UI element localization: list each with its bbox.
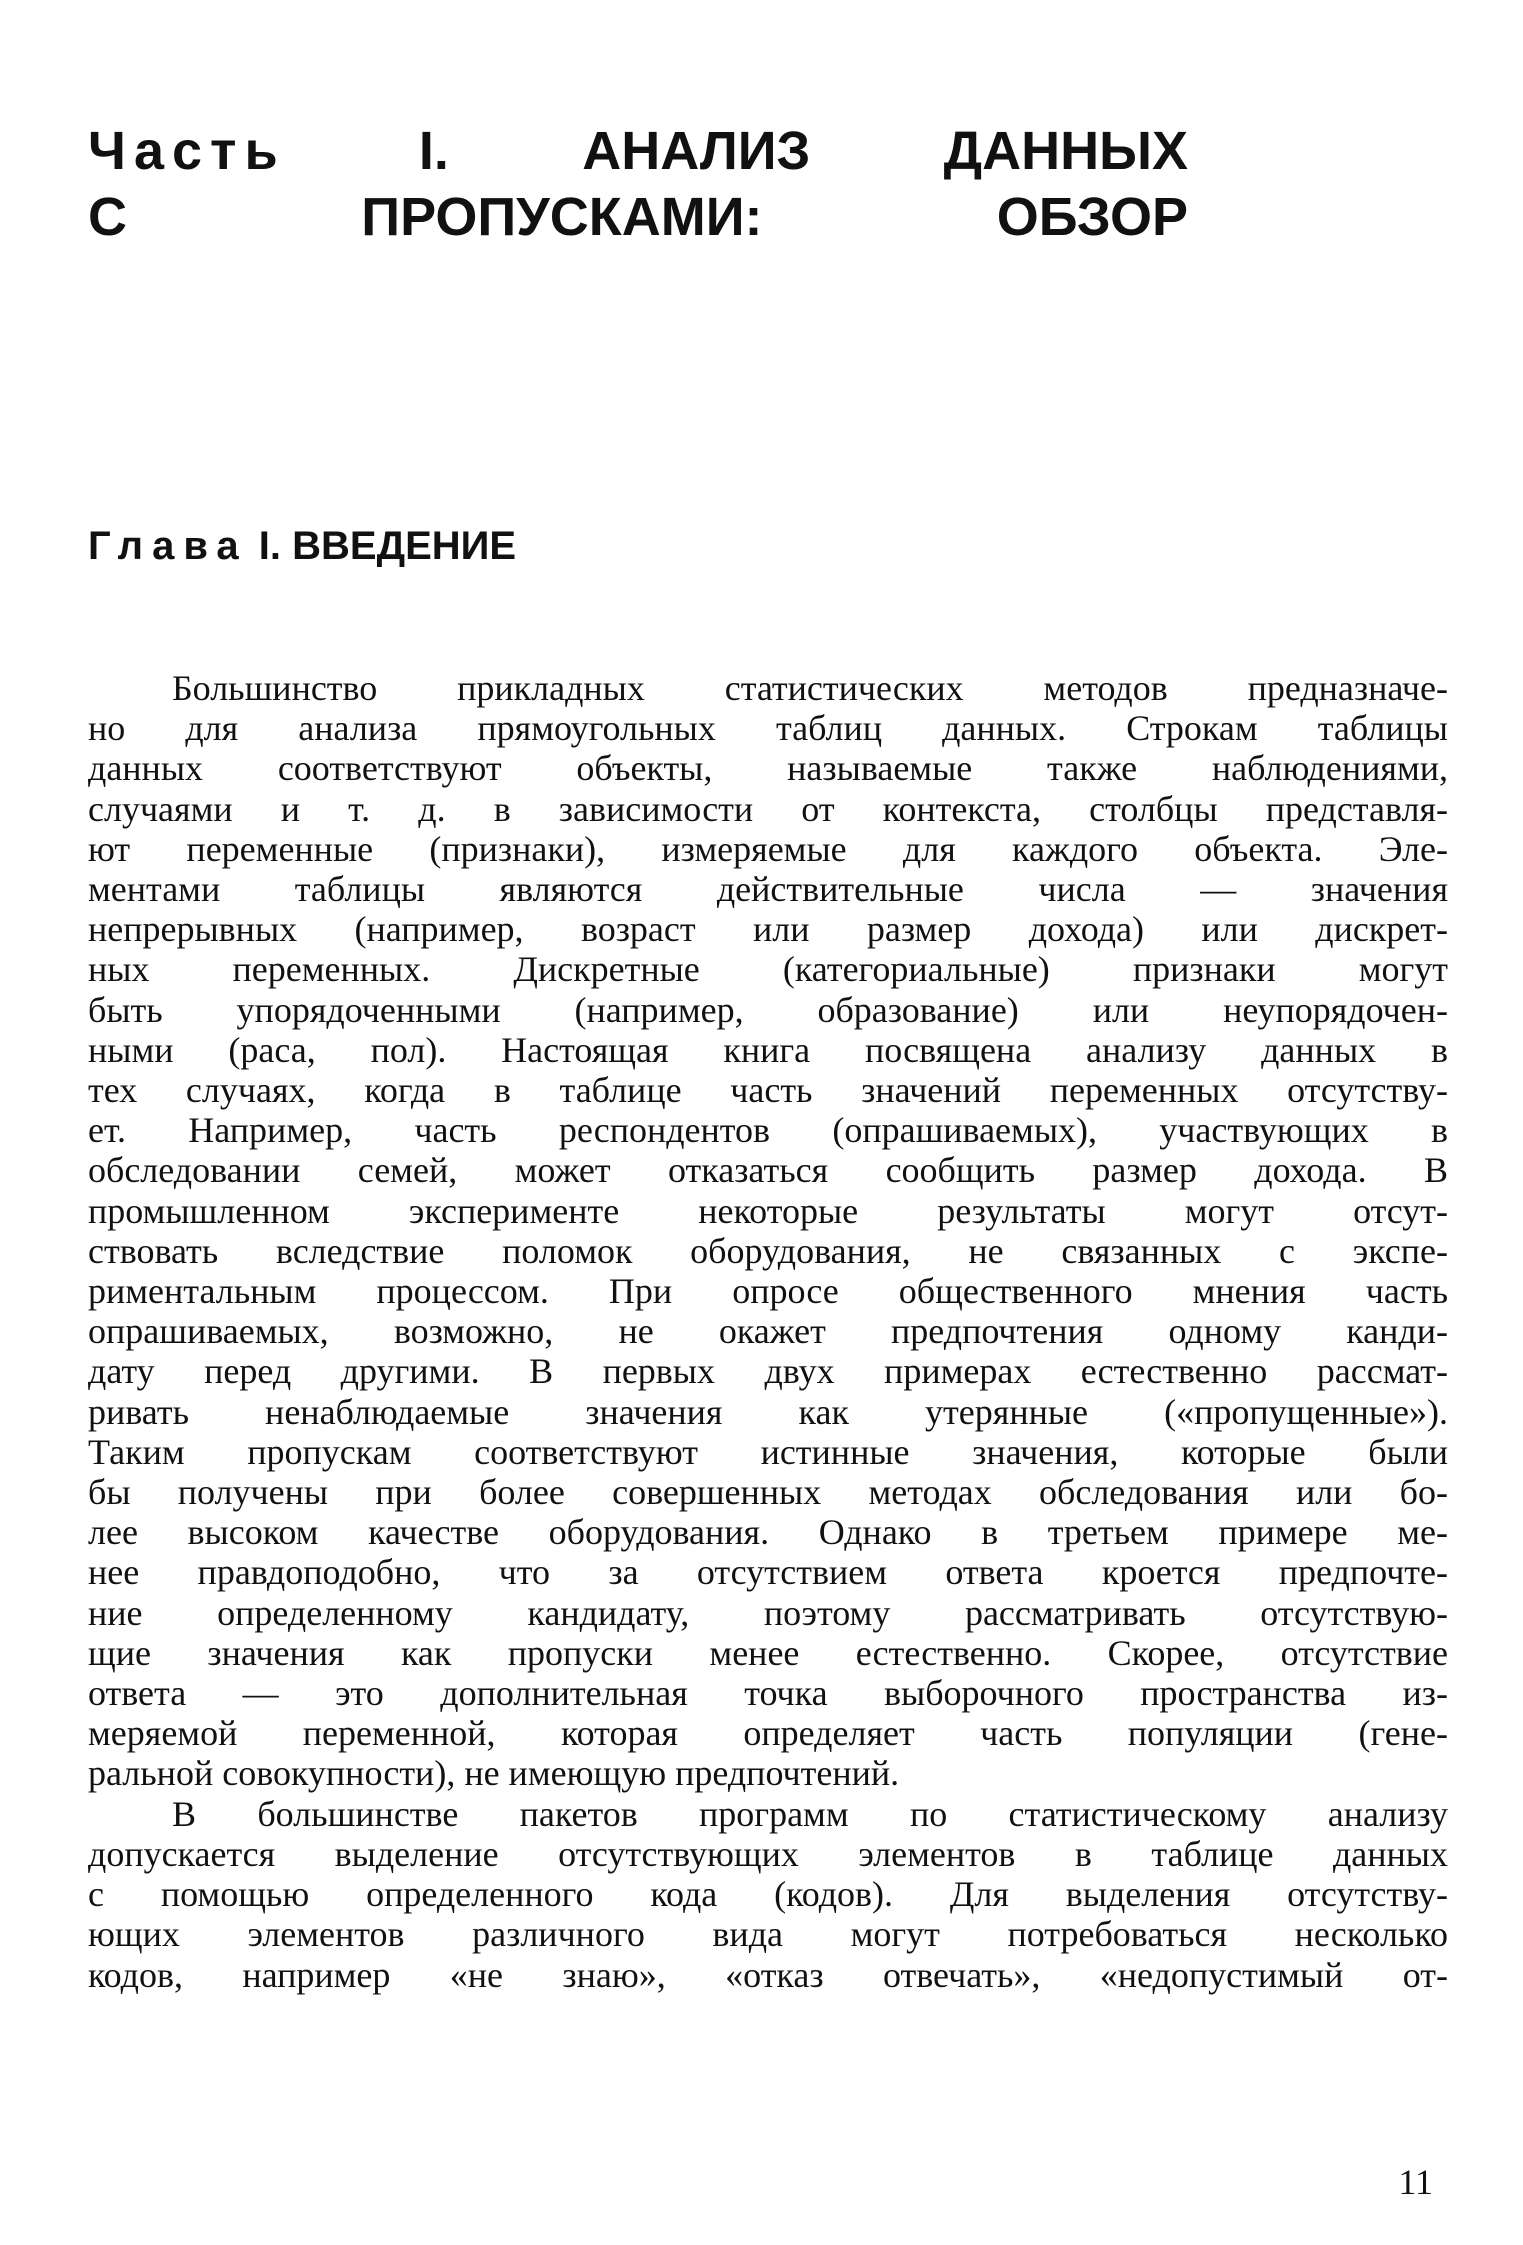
text-line: быть упорядоченными (например, образование) или неупорядочен- — [88, 989, 1448, 1030]
paragraph — [88, 668, 1448, 1794]
text-line: ривать ненаблюдаемые значения как утерянные («пропущенные»). — [88, 1391, 1448, 1432]
text-line: ментами таблицы являются действительные числа — значения — [88, 869, 1448, 910]
text-line: нее правдоподобно, что за отсутствием ответа кроется предпочте- — [88, 1552, 1448, 1593]
part-title-line-1: АНАЛИЗ ДАННЫХ — [582, 121, 1188, 181]
text-line: ние определенному кандидату, поэтому рассматривать отсутствую- — [88, 1592, 1448, 1633]
text-line: ют переменные (признаки), измеряемые для каждого объекта. Эле- — [88, 828, 1448, 869]
text-line: опрашиваемых, возможно, не окажет предпочтения одному канди- — [88, 1311, 1448, 1352]
text-line: щие значения как пропуски менее естественно. Скорее, отсутствие — [88, 1632, 1448, 1673]
part-numeral: I. — [418, 121, 449, 181]
chapter-heading — [88, 520, 516, 572]
text-line: бы получены при более совершенных методах обследования или бо- — [88, 1472, 1448, 1513]
text-line: допускается выделение отсутствующих элементов в таблице данных — [88, 1833, 1448, 1874]
text-line: тех случаях, когда в таблице часть значений переменных отсутству- — [88, 1070, 1448, 1111]
text-line: риментальным процессом. При опросе общественного мнения часть — [88, 1271, 1448, 1312]
text-line: ответа — это дополнительная точка выборочного пространства из- — [88, 1673, 1448, 1714]
text-line: ет. Например, часть респондентов (опрашиваемых), участвующих в — [88, 1110, 1448, 1151]
text-line: кодов, например «не знаю», «отказ отвечать», «недопустимый от- — [88, 1954, 1448, 1995]
paragraph — [88, 1794, 1448, 1995]
text-line: Таким пропускам соответствуют истинные значения, которые были — [88, 1431, 1448, 1472]
text-line: ствовать вследствие поломок оборудования, не связанных с экспе- — [88, 1230, 1448, 1271]
text-line: дату перед другими. В первых двух примерах естественно рассмат- — [88, 1351, 1448, 1392]
chapter-label: Глава — [88, 524, 248, 568]
text-line: меряемой переменной, которая определяет часть популяции (гене- — [88, 1713, 1448, 1754]
text-line: промышленном эксперименте некоторые результаты могут отсут- — [88, 1190, 1448, 1231]
text-line: данных соответствуют объекты, называемые также наблюдениями, — [88, 748, 1448, 789]
text-line: ющих элементов различного вида могут потребоваться несколько — [88, 1914, 1448, 1955]
part-label: Часть — [88, 121, 286, 181]
text-line: с помощью определенного кода (кодов). Для выделения отсутству- — [88, 1874, 1448, 1915]
text-line: Большинство прикладных статистических методов предназначе- — [172, 668, 1448, 708]
text-line: ными (раса, пол). Настоящая книга посвящена анализу данных в — [88, 1029, 1448, 1070]
part-title-line-2: С ПРОПУСКАМИ: ОБЗОР — [88, 187, 1188, 247]
page-number: 11 — [1398, 2162, 1433, 2202]
text-line: лее высоком качестве оборудования. Однако в третьем примере ме- — [88, 1512, 1448, 1553]
chapter-numeral: I. — [258, 524, 282, 568]
text-line: непрерывных (например, возраст или размер дохода) или дискрет- — [88, 909, 1448, 950]
text-line: обследовании семей, может отказаться сообщить размер дохода. В — [88, 1150, 1448, 1191]
text-line: случаями и т. д. в зависимости от контекста, столбцы представля- — [88, 788, 1448, 829]
text-line: ральной совокупности), не имеющую предпочтений. — [88, 1753, 900, 1794]
text-line: В большинстве пакетов программ по статистическому анализу — [172, 1793, 1448, 1834]
part-heading — [88, 118, 1188, 250]
text-line: но для анализа прямоугольных таблиц данных. Строкам таблицы — [88, 708, 1448, 749]
text-line: ных переменных. Дискретные (категориальные) признаки могут — [88, 949, 1448, 990]
body-text — [88, 668, 1448, 1995]
chapter-title: ВВЕДЕНИЕ — [292, 524, 517, 568]
